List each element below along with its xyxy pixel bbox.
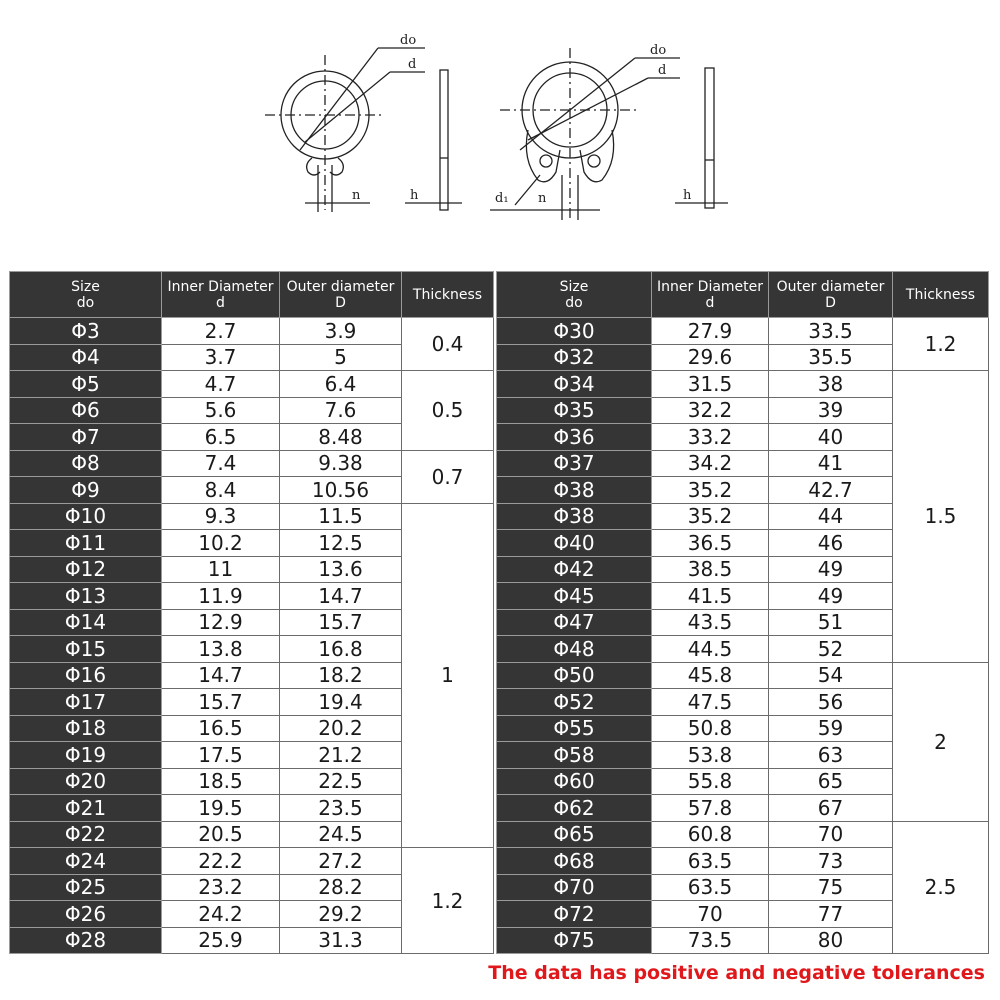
- table-row: [497, 821, 989, 848]
- size-cell: Φ17: [10, 689, 162, 716]
- size-cell: Φ36: [497, 424, 652, 451]
- inner-diameter-cell: 3.7: [162, 344, 280, 371]
- outer-diameter-cell: 49: [769, 583, 893, 610]
- outer-diameter-cell: 27.2: [280, 848, 402, 875]
- outer-diameter-cell: 14.7: [280, 583, 402, 610]
- outer-diameter-cell: 52: [769, 636, 893, 663]
- inner-diameter-cell: 53.8: [652, 742, 769, 769]
- small-ring-drawing: [265, 48, 462, 212]
- header-inner-diameter: Inner Diameter d: [652, 272, 769, 318]
- inner-diameter-cell: 60.8: [652, 821, 769, 848]
- label-n-right: n: [538, 191, 547, 206]
- inner-diameter-cell: 43.5: [652, 609, 769, 636]
- header-outer-diameter: Outer diameter D: [280, 272, 402, 318]
- spec-table-left: [9, 271, 494, 954]
- inner-diameter-cell: 5.6: [162, 397, 280, 424]
- table-row: [10, 848, 494, 875]
- size-cell: Φ21: [10, 795, 162, 822]
- outer-diameter-cell: 8.48: [280, 424, 402, 451]
- label-n-left: n: [352, 188, 361, 203]
- inner-diameter-cell: 16.5: [162, 715, 280, 742]
- thickness-cell: 1.2: [402, 848, 494, 954]
- outer-diameter-cell: 80: [769, 927, 893, 954]
- large-ring-drawing: [490, 48, 728, 220]
- outer-diameter-cell: 46: [769, 530, 893, 557]
- size-cell: Φ38: [497, 503, 652, 530]
- outer-diameter-cell: 7.6: [280, 397, 402, 424]
- inner-diameter-cell: 23.2: [162, 874, 280, 901]
- thickness-cell: 1: [402, 503, 494, 848]
- size-cell: Φ25: [10, 874, 162, 901]
- inner-diameter-cell: 8.4: [162, 477, 280, 504]
- size-cell: Φ26: [10, 901, 162, 928]
- outer-diameter-cell: 40: [769, 424, 893, 451]
- inner-diameter-cell: 25.9: [162, 927, 280, 954]
- outer-diameter-cell: 13.6: [280, 556, 402, 583]
- header-outer-diameter: Outer diameter D: [769, 272, 893, 318]
- size-cell: Φ15: [10, 636, 162, 663]
- size-cell: Φ18: [10, 715, 162, 742]
- inner-diameter-cell: 22.2: [162, 848, 280, 875]
- size-cell: Φ58: [497, 742, 652, 769]
- size-cell: Φ20: [10, 768, 162, 795]
- label-h-right: h: [683, 188, 692, 203]
- outer-diameter-cell: 31.3: [280, 927, 402, 954]
- size-cell: Φ4: [10, 344, 162, 371]
- size-cell: Φ6: [10, 397, 162, 424]
- size-cell: Φ47: [497, 609, 652, 636]
- inner-diameter-cell: 14.7: [162, 662, 280, 689]
- inner-diameter-cell: 11.9: [162, 583, 280, 610]
- outer-diameter-cell: 5: [280, 344, 402, 371]
- inner-diameter-cell: 24.2: [162, 901, 280, 928]
- inner-diameter-cell: 35.2: [652, 477, 769, 504]
- label-d-left: d: [408, 57, 417, 72]
- inner-diameter-cell: 38.5: [652, 556, 769, 583]
- outer-diameter-cell: 35.5: [769, 344, 893, 371]
- inner-diameter-cell: 47.5: [652, 689, 769, 716]
- size-cell: Φ50: [497, 662, 652, 689]
- spec-table-body: [497, 318, 989, 954]
- outer-diameter-cell: 41: [769, 450, 893, 477]
- inner-diameter-cell: 63.5: [652, 874, 769, 901]
- outer-diameter-cell: 19.4: [280, 689, 402, 716]
- ring-diagrams: [0, 0, 1000, 250]
- size-cell: Φ22: [10, 821, 162, 848]
- outer-diameter-cell: 38: [769, 371, 893, 398]
- table-row: [10, 371, 494, 398]
- size-cell: Φ42: [497, 556, 652, 583]
- label-h-left: h: [410, 188, 419, 203]
- size-cell: Φ48: [497, 636, 652, 663]
- inner-diameter-cell: 35.2: [652, 503, 769, 530]
- thickness-cell: 1.5: [893, 371, 989, 663]
- label-do-left: do: [400, 33, 417, 48]
- inner-diameter-cell: 32.2: [652, 397, 769, 424]
- size-cell: Φ70: [497, 874, 652, 901]
- label-do-right: do: [650, 43, 667, 58]
- table-row: [10, 318, 494, 345]
- inner-diameter-cell: 4.7: [162, 371, 280, 398]
- size-cell: Φ16: [10, 662, 162, 689]
- size-cell: Φ19: [10, 742, 162, 769]
- inner-diameter-cell: 13.8: [162, 636, 280, 663]
- inner-diameter-cell: 31.5: [652, 371, 769, 398]
- outer-diameter-cell: 21.2: [280, 742, 402, 769]
- table-row: [10, 450, 494, 477]
- size-cell: Φ3: [10, 318, 162, 345]
- inner-diameter-cell: 36.5: [652, 530, 769, 557]
- outer-diameter-cell: 3.9: [280, 318, 402, 345]
- size-cell: Φ72: [497, 901, 652, 928]
- size-cell: Φ65: [497, 821, 652, 848]
- label-d1-right: d₁: [495, 191, 509, 206]
- inner-diameter-cell: 19.5: [162, 795, 280, 822]
- size-cell: Φ24: [10, 848, 162, 875]
- size-cell: Φ60: [497, 768, 652, 795]
- header-inner-diameter: Inner Diameter d: [162, 272, 280, 318]
- inner-diameter-cell: 11: [162, 556, 280, 583]
- outer-diameter-cell: 75: [769, 874, 893, 901]
- outer-diameter-cell: 12.5: [280, 530, 402, 557]
- size-cell: Φ68: [497, 848, 652, 875]
- inner-diameter-cell: 12.9: [162, 609, 280, 636]
- inner-diameter-cell: 34.2: [652, 450, 769, 477]
- thickness-cell: 2.5: [893, 821, 989, 954]
- outer-diameter-cell: 65: [769, 768, 893, 795]
- outer-diameter-cell: 18.2: [280, 662, 402, 689]
- inner-diameter-cell: 18.5: [162, 768, 280, 795]
- outer-diameter-cell: 15.7: [280, 609, 402, 636]
- size-cell: Φ10: [10, 503, 162, 530]
- outer-diameter-cell: 6.4: [280, 371, 402, 398]
- outer-diameter-cell: 28.2: [280, 874, 402, 901]
- inner-diameter-cell: 45.8: [652, 662, 769, 689]
- header-size: Size do: [497, 272, 652, 318]
- table-row: [10, 503, 494, 530]
- size-cell: Φ9: [10, 477, 162, 504]
- outer-diameter-cell: 29.2: [280, 901, 402, 928]
- outer-diameter-cell: 33.5: [769, 318, 893, 345]
- spec-table-body: [10, 318, 494, 954]
- size-cell: Φ8: [10, 450, 162, 477]
- outer-diameter-cell: 51: [769, 609, 893, 636]
- outer-diameter-cell: 67: [769, 795, 893, 822]
- outer-diameter-cell: 39: [769, 397, 893, 424]
- size-cell: Φ55: [497, 715, 652, 742]
- size-cell: Φ11: [10, 530, 162, 557]
- size-cell: Φ45: [497, 583, 652, 610]
- outer-diameter-cell: 42.7: [769, 477, 893, 504]
- outer-diameter-cell: 23.5: [280, 795, 402, 822]
- header-thickness: Thickness: [893, 272, 989, 318]
- outer-diameter-cell: 20.2: [280, 715, 402, 742]
- thickness-cell: 0.5: [402, 371, 494, 451]
- outer-diameter-cell: 56: [769, 689, 893, 716]
- outer-diameter-cell: 44: [769, 503, 893, 530]
- inner-diameter-cell: 7.4: [162, 450, 280, 477]
- size-cell: Φ62: [497, 795, 652, 822]
- table-header-row: [10, 272, 494, 318]
- thickness-cell: 1.2: [893, 318, 989, 371]
- size-cell: Φ7: [10, 424, 162, 451]
- thickness-cell: 0.4: [402, 318, 494, 371]
- thickness-cell: 0.7: [402, 450, 494, 503]
- inner-diameter-cell: 2.7: [162, 318, 280, 345]
- inner-diameter-cell: 44.5: [652, 636, 769, 663]
- inner-diameter-cell: 73.5: [652, 927, 769, 954]
- table-row: [497, 662, 989, 689]
- table-row: [497, 318, 989, 345]
- size-cell: Φ13: [10, 583, 162, 610]
- inner-diameter-cell: 17.5: [162, 742, 280, 769]
- outer-diameter-cell: 59: [769, 715, 893, 742]
- outer-diameter-cell: 9.38: [280, 450, 402, 477]
- size-cell: Φ5: [10, 371, 162, 398]
- table-row: [497, 371, 989, 398]
- inner-diameter-cell: 33.2: [652, 424, 769, 451]
- outer-diameter-cell: 73: [769, 848, 893, 875]
- outer-diameter-cell: 77: [769, 901, 893, 928]
- outer-diameter-cell: 16.8: [280, 636, 402, 663]
- inner-diameter-cell: 29.6: [652, 344, 769, 371]
- outer-diameter-cell: 11.5: [280, 503, 402, 530]
- tolerance-note: The data has positive and negative tolerances: [488, 962, 985, 984]
- inner-diameter-cell: 50.8: [652, 715, 769, 742]
- label-d-right: d: [658, 63, 667, 78]
- outer-diameter-cell: 54: [769, 662, 893, 689]
- thickness-cell: 2: [893, 662, 989, 821]
- spec-table-right: [496, 271, 989, 954]
- inner-diameter-cell: 6.5: [162, 424, 280, 451]
- size-cell: Φ75: [497, 927, 652, 954]
- size-cell: Φ37: [497, 450, 652, 477]
- header-thickness: Thickness: [402, 272, 494, 318]
- outer-diameter-cell: 24.5: [280, 821, 402, 848]
- table-header-row: [497, 272, 989, 318]
- outer-diameter-cell: 22.5: [280, 768, 402, 795]
- size-cell: Φ40: [497, 530, 652, 557]
- size-cell: Φ52: [497, 689, 652, 716]
- outer-diameter-cell: 49: [769, 556, 893, 583]
- size-cell: Φ12: [10, 556, 162, 583]
- inner-diameter-cell: 55.8: [652, 768, 769, 795]
- inner-diameter-cell: 10.2: [162, 530, 280, 557]
- header-size: Size do: [10, 272, 162, 318]
- outer-diameter-cell: 10.56: [280, 477, 402, 504]
- inner-diameter-cell: 63.5: [652, 848, 769, 875]
- inner-diameter-cell: 70: [652, 901, 769, 928]
- outer-diameter-cell: 70: [769, 821, 893, 848]
- size-cell: Φ32: [497, 344, 652, 371]
- inner-diameter-cell: 15.7: [162, 689, 280, 716]
- size-cell: Φ38: [497, 477, 652, 504]
- size-cell: Φ30: [497, 318, 652, 345]
- inner-diameter-cell: 9.3: [162, 503, 280, 530]
- inner-diameter-cell: 57.8: [652, 795, 769, 822]
- inner-diameter-cell: 41.5: [652, 583, 769, 610]
- inner-diameter-cell: 20.5: [162, 821, 280, 848]
- outer-diameter-cell: 63: [769, 742, 893, 769]
- inner-diameter-cell: 27.9: [652, 318, 769, 345]
- size-cell: Φ28: [10, 927, 162, 954]
- size-cell: Φ14: [10, 609, 162, 636]
- size-cell: Φ35: [497, 397, 652, 424]
- size-cell: Φ34: [497, 371, 652, 398]
